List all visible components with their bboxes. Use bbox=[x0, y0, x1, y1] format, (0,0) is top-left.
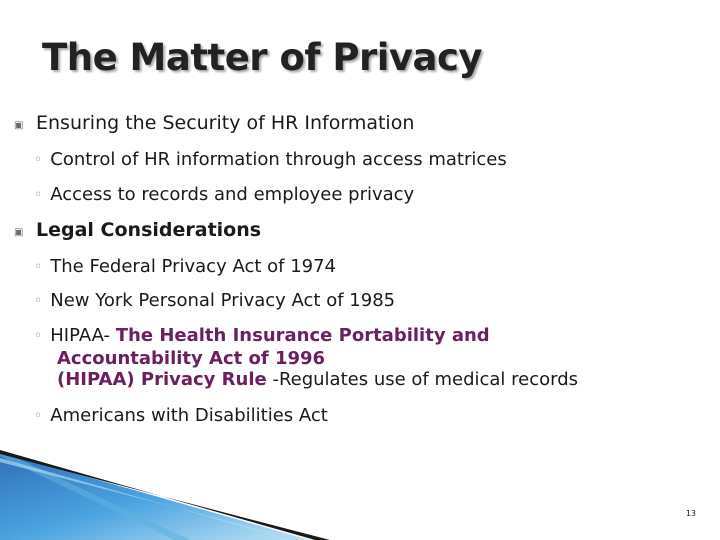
hipaa-emphasis-line3: (HIPAA) Privacy Rule bbox=[57, 369, 267, 390]
list-item-hipaa: ◦ HIPAA- The Health Insurance Portability and Accountability Act of 1996 (HIPAA) Privacy Rule -Regulates use of medical records bbox=[34, 325, 579, 390]
slide-title: The Matter of Privacy bbox=[42, 36, 483, 79]
circle-bullet-icon: ◦ bbox=[34, 328, 43, 344]
list-item: ◦ Access to records and employee privacy bbox=[34, 184, 415, 205]
page-number: 13 bbox=[685, 509, 696, 518]
decorative-swoosh bbox=[0, 450, 520, 540]
hipaa-emphasis-line1: The Health Insurance Portability and bbox=[115, 325, 490, 346]
circle-bullet-icon: ◦ bbox=[34, 152, 43, 168]
hipaa-suffix: -Regulates use of medical records bbox=[266, 369, 579, 390]
list-item: ◦ Control of HR information through access matrices bbox=[34, 149, 507, 170]
list-item: ◦ Americans with Disabilities Act bbox=[34, 405, 328, 426]
circle-bullet-icon: ◦ bbox=[34, 293, 43, 309]
square-bullet-icon: ▣ bbox=[14, 227, 24, 238]
list-item: ◦ The Federal Privacy Act of 1974 bbox=[34, 256, 337, 277]
section-heading-legal: Legal Considerations bbox=[36, 219, 262, 241]
square-bullet-icon: ▣ bbox=[14, 120, 24, 131]
list-item: ◦ New York Personal Privacy Act of 1985 bbox=[34, 290, 396, 311]
circle-bullet-icon: ◦ bbox=[34, 259, 43, 275]
circle-bullet-icon: ◦ bbox=[34, 187, 43, 203]
circle-bullet-icon: ◦ bbox=[34, 408, 43, 424]
section-heading-security: Ensuring the Security of HR Information bbox=[36, 112, 415, 134]
hipaa-emphasis-line2: Accountability Act of 1996 bbox=[57, 348, 326, 369]
